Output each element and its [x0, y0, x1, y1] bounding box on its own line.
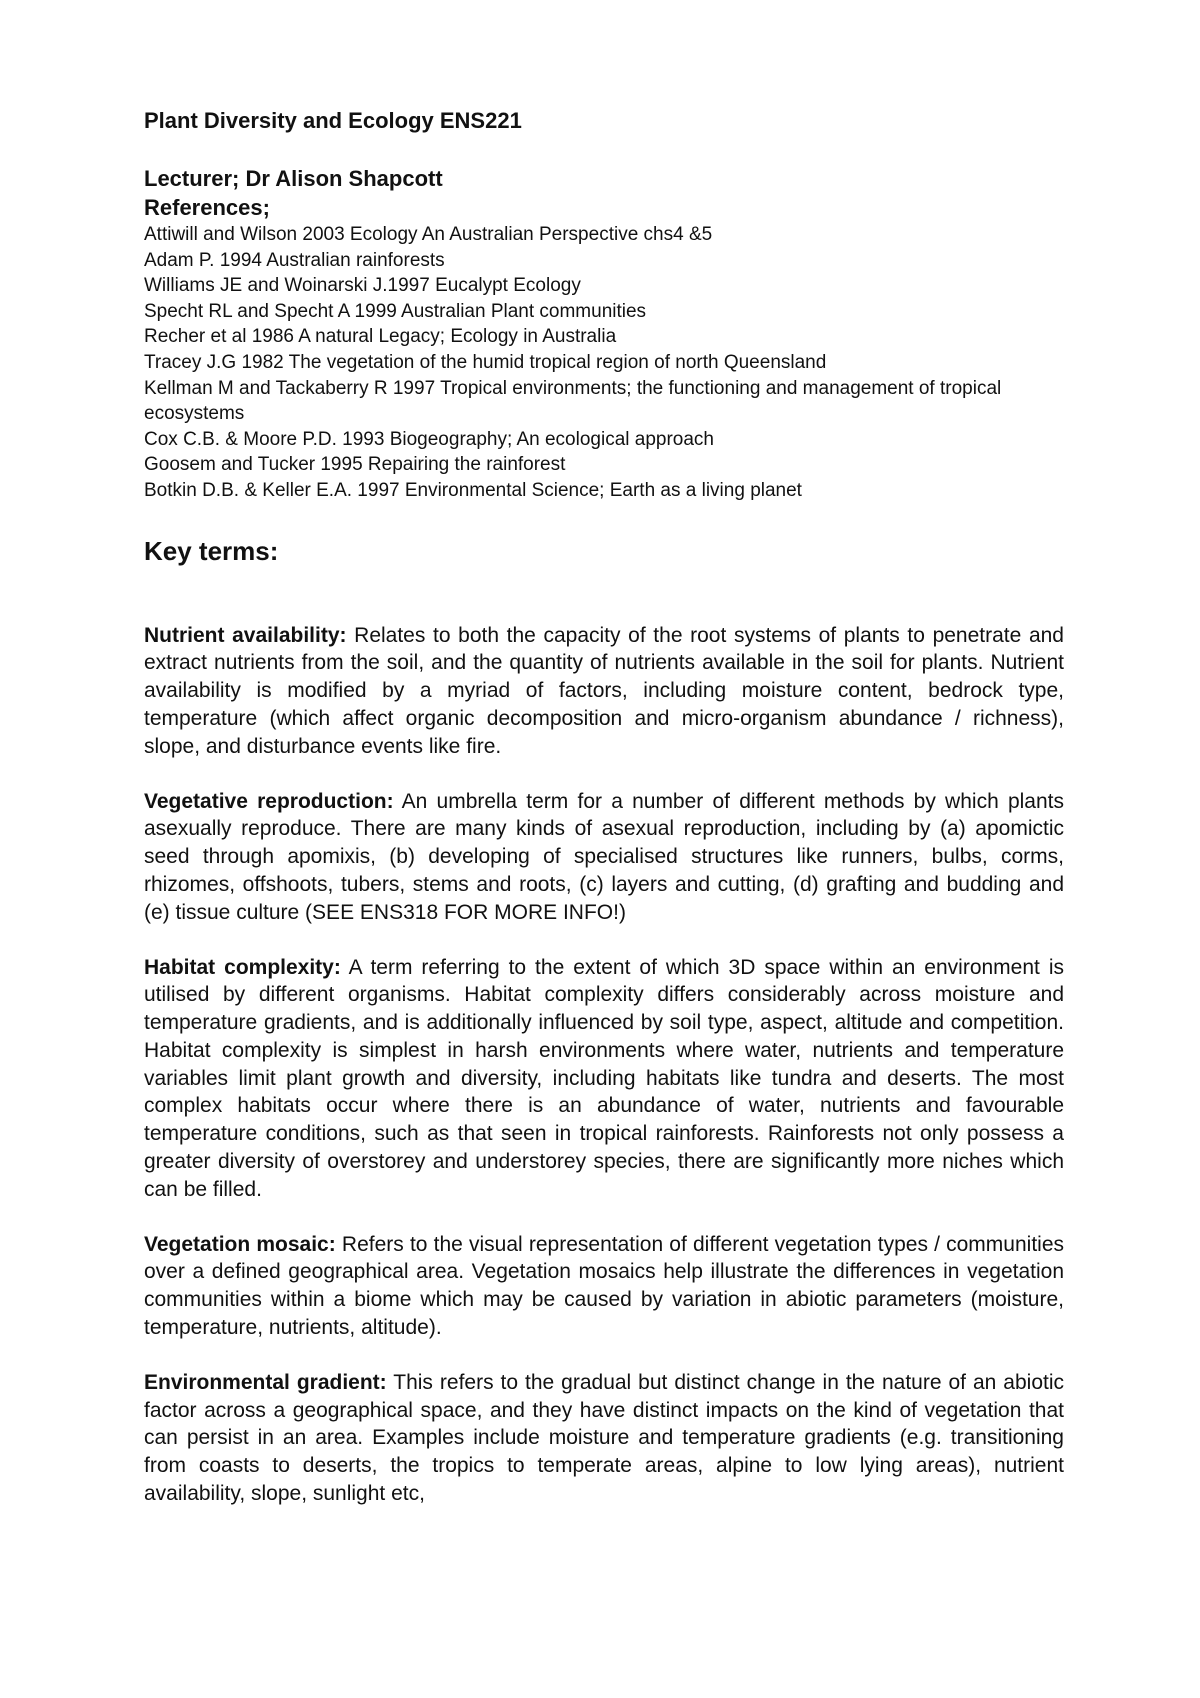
term-nutrient-availability — [144, 622, 1064, 761]
reference-item: Goosem and Tucker 1995 Repairing the rainforest — [144, 454, 566, 476]
term-definition: A term referring to the extent of which 3D space within an environment is utilised by different organisms. Habitat complexity differs considerably across moisture and temperature gradients, and is additionally influenced by soil type, aspect, altitude and competition. Habitat complexity is simplest in harsh environments where water, nutrients and temperature variables limit plant growth and diversity, including habitats like tundra and deserts. The most complex habitats occur where there is an abundance of water, nutrients and favourable temperature conditions, such as that seen in tropical rainforests. Rainforests not only possess a greater diversity of overstorey and understorey species, there are significantly more niches which can be filled. — [144, 955, 1064, 1201]
reference-list — [144, 222, 1064, 504]
term-name: Nutrient availability: — [144, 623, 347, 647]
references-heading: References; — [144, 195, 270, 220]
term-definition: This refers to the gradual but distinct change in the nature of an abiotic factor across a geographical space, and they have distinct impacts on the kind of vegetation that can persist in an area. Examples include moisture and temperature gradients (e.g. transitioning from coasts to deserts, the tropics to temperate areas, alpine to low lying areas), nutrient availability, slope, sunlight etc, — [144, 1370, 1065, 1506]
reference-item: Specht RL and Specht A 1999 Australian Plant communities — [144, 300, 647, 322]
term-vegetative-reproduction — [144, 788, 1064, 927]
term-name: Environmental gradient: — [144, 1370, 387, 1394]
reference-item: Kellman M and Tackaberry R 1997 Tropical environments; the functioning and management of tropical ecosystems — [144, 377, 1002, 425]
reference-item: Tracey J.G 1982 The vegetation of the humid tropical region of north Queensland — [144, 351, 827, 373]
term-name: Vegetative reproduction: — [144, 789, 394, 813]
reference-item: Recher et al 1986 A natural Legacy; Ecology in Australia — [144, 326, 617, 348]
term-environmental-gradient — [144, 1369, 1064, 1508]
term-habitat-complexity — [144, 954, 1064, 1204]
reference-item: Cox C.B. & Moore P.D. 1993 Biogeography; An ecological approach — [144, 428, 714, 450]
term-definition: Relates to both the capacity of the root systems of plants to penetrate and extract nutrients from the soil, and the quantity of nutrients available in the soil for plants. Nutrient availability is modified by a myriad of factors, including moisture content, bedrock type, temperature (which affect organic decomposition and micro-organism abundance / richness), slope, and disturbance events like fire. — [144, 623, 1064, 758]
term-definition: An umbrella term for a number of different methods by which plants asexually reproduce. There are many kinds of asexual reproduction, including by (a) apomictic seed through apomixis, (b) developing of specialised structures like runners, bulbs, corms, rhizomes, offshoots, tubers, stems and roots, (c) layers and cutting, (d) grafting and budding and (e) tissue culture (SEE ENS318 FOR MORE INFO!) — [144, 789, 1064, 924]
term-name: Vegetation mosaic: — [144, 1232, 336, 1256]
key-terms-list — [144, 622, 1064, 1508]
term-name: Habitat complexity: — [144, 955, 341, 979]
reference-item: Adam P. 1994 Australian rainforests — [144, 249, 445, 271]
document-page — [144, 108, 1064, 1535]
reference-item: Botkin D.B. & Keller E.A. 1997 Environmental Science; Earth as a living planet — [144, 479, 802, 501]
term-definition: Refers to the visual representation of different vegetation types / communities over a defined geographical area. Vegetation mosaics help illustrate the differences in vegetation communities within a biome which may be caused by variation in abiotic parameters (moisture, temperature, nutrients, altitude). — [144, 1232, 1065, 1340]
term-vegetation-mosaic — [144, 1231, 1064, 1342]
document-title: Plant Diversity and Ecology ENS221 — [144, 108, 522, 133]
key-terms-heading: Key terms: — [144, 535, 279, 566]
reference-item: Williams JE and Woinarski J.1997 Eucalypt Ecology — [144, 275, 581, 297]
reference-item: Attiwill and Wilson 2003 Ecology An Australian Perspective chs4 &5 — [144, 224, 713, 245]
lecturer-line: Lecturer; Dr Alison Shapcott — [144, 166, 443, 191]
